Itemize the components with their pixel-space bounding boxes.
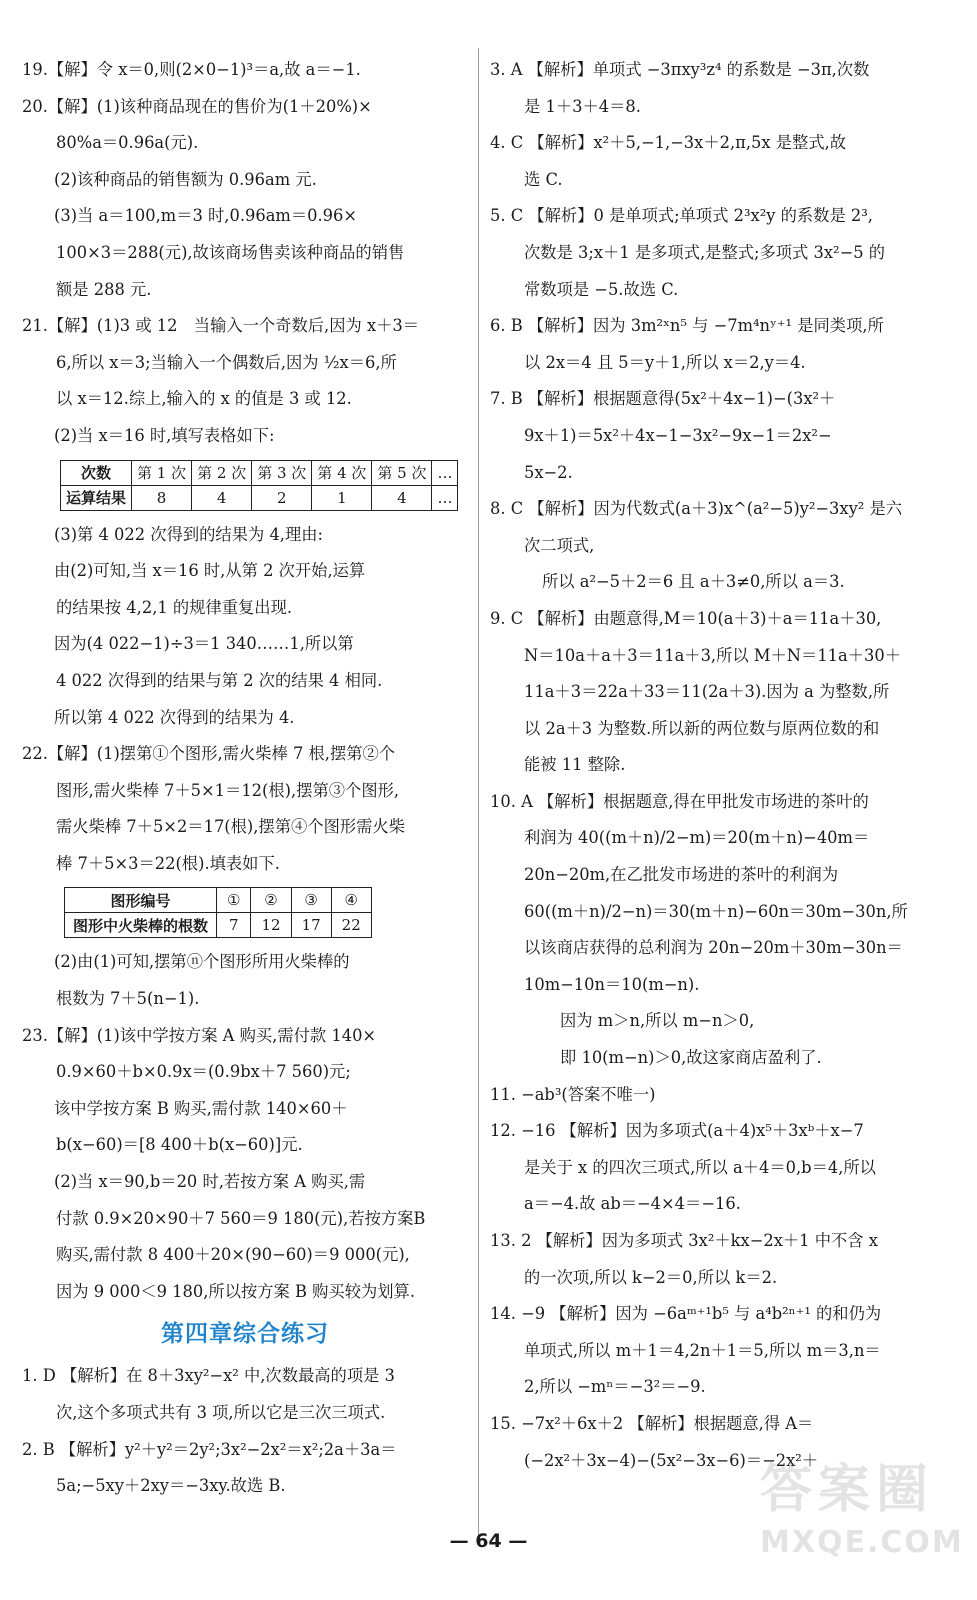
table-row: [65, 888, 372, 913]
answer-23-line: (2)当 x＝90,b＝20 时,若按方案 A 购买,需: [54, 1172, 366, 1192]
chapter-answer-13-line: 13. 2 【解析】因为多项式 3x²＋kx−2x＋1 中不含 x: [490, 1231, 878, 1250]
chapter-answer-4-line: 选 C.: [524, 169, 563, 189]
chapter-answer-13-line: 的一次项,所以 k−2＝0,所以 k＝2.: [524, 1267, 778, 1287]
chapter-answer-1-line: 次,这个多项式共有 3 项,所以它是三次三项式.: [56, 1403, 386, 1422]
chapter-answer-10-line: 即 10(m−n)＞0,故这家商店盈利了.: [560, 1048, 822, 1068]
chapter-answer-10-line: 利润为 40((m＋n)/2−m)＝20(m＋n)−40m＝: [524, 828, 870, 848]
chapter-answer-7-line: 7. B 【解析】根据题意得(5x²＋4x−1)−(3x²＋: [490, 389, 836, 409]
chapter-answer-9-line: N＝10a＋a＋3＝11a＋3,所以 M＋N＝11a＋30＋: [524, 645, 902, 665]
table-cell: 4: [192, 485, 252, 510]
chapter-answer-3-line: 3. A 【解析】单项式 −3πxy³z⁴ 的系数是 −3π,次数: [490, 60, 870, 79]
table-header-cell: ③: [291, 888, 331, 913]
chapter-answer-2-line: 5a;−5xy＋2xy＝−3xy.故选 B.: [56, 1476, 286, 1496]
chapter-answer-1-line: 1. D 【解析】在 8＋3xy²−x² 中,次数最高的项是 3: [22, 1366, 395, 1386]
answer-23-line: 购买,需付款 8 400＋20×(90−60)＝9 000(元),: [56, 1245, 410, 1265]
watermark-url: MXQE.COM: [760, 1525, 964, 1560]
answer-20-line: 80%a＝0.96a(元).: [56, 133, 199, 153]
chapter-answer-9-line: 以 2a＋3 为整数.所以新的两位数与原两位数的和: [524, 718, 880, 738]
chapter-answer-12-line: 是关于 x 的四次三项式,所以 a＋4＝0,b＝4,所以: [524, 1157, 876, 1177]
chapter-answer-10-line: 以该商店获得的总利润为 20n−20m＋30m−30n＝: [524, 938, 903, 958]
chapter-answer-3-line: 是 1＋3＋4＝8.: [524, 96, 641, 116]
chapter-answer-12-line: 12. −16 【解析】因为多项式(a＋4)x⁵＋3xᵇ＋x−7: [490, 1121, 864, 1141]
answer-22-line: 需火柴棒 7＋5×2＝17(根),摆第④个图形需火柴: [56, 817, 405, 837]
table-cell: 22: [331, 913, 371, 938]
answer-21-line: 21.【解】(1)3 或 12 当输入一个奇数后,因为 x＋3＝: [22, 316, 420, 336]
answer-21-line: (3)第 4 022 次得到的结果为 4,理由:: [54, 524, 324, 544]
table-header-cell: 第 1 次: [132, 460, 192, 485]
table-cell: 12: [251, 913, 291, 938]
answer-23-line: 0.9×60＋b×0.9x＝(0.9bx＋7 560)元;: [56, 1062, 351, 1082]
chapter-answer-12-line: a＝−4.故 ab＝−4×4＝−16.: [524, 1194, 741, 1214]
answer-22-line: 根数为 7＋5(n−1).: [56, 989, 200, 1009]
table-row-label: 运算结果: [61, 485, 132, 510]
left-column: [22, 52, 468, 1505]
answer-19: 19.【解】令 x＝0,则(2×0−1)³＝a,故 a＝−1.: [22, 60, 361, 79]
table-header-cell: 第 2 次: [192, 460, 252, 485]
answer-22-line: 图形,需火柴棒 7＋5×1＝12(根),摆第③个图形,: [56, 780, 400, 800]
chapter-answer-5-line: 5. C 【解析】0 是单项式;单项式 2³x²y 的系数是 2³,: [490, 206, 873, 226]
table-cell: 8: [132, 485, 192, 510]
table-cell: 1: [312, 485, 372, 510]
chapter-answer-7-line: 9x＋1)＝5x²＋4x−1−3x²−9x−1＝2x²−: [524, 425, 832, 445]
matchstick-count-table: [64, 887, 372, 938]
table-header-cell: ④: [331, 888, 371, 913]
chapter-answer-10-line: 10m−10n＝10(m−n).: [524, 974, 700, 994]
answer-21-line: 的结果按 4,2,1 的规律重复出现.: [56, 597, 293, 617]
right-column: [490, 52, 952, 1479]
column-divider: [478, 48, 479, 1540]
chapter-answer-9-line: 11a＋3＝22a＋33＝11(2a＋3).因为 a 为整数,所: [524, 682, 890, 702]
answer-21-line: 6,所以 x＝3;当输入一个偶数后,因为 ½x＝6,所: [56, 352, 397, 372]
chapter-title: 第四章综合练习: [161, 1321, 329, 1348]
chapter-answer-9-line: 能被 11 整除.: [524, 755, 626, 775]
table-cell: …: [432, 485, 458, 510]
answer-23-line: 付款 0.9×20×90＋7 560＝9 180(元),若按方案B: [56, 1208, 426, 1228]
chapter-answer-6-line: 6. B 【解析】因为 3m²ˣn⁵ 与 −7m⁴nʸ⁺¹ 是同类项,所: [490, 316, 884, 336]
table-row-label: 图形中火柴棒的根数: [65, 913, 217, 938]
answer-20-line: 20.【解】(1)该种商品现在的售价为(1＋20%)×: [22, 96, 372, 116]
answer-20-line: (2)该种商品的销售额为 0.96am 元.: [54, 169, 317, 189]
answer-20-line: (3)当 a＝100,m＝3 时,0.96am＝0.96×: [54, 206, 358, 226]
table-cell: 7: [217, 913, 251, 938]
table-header-cell: …: [432, 460, 458, 485]
chapter-answer-10-line: 20n−20m,在乙批发市场进的茶叶的利润为: [524, 865, 839, 885]
answer-22-line: 22.【解】(1)摆第①个图形,需火柴棒 7 根,摆第②个: [22, 744, 396, 764]
table-row: [61, 460, 458, 485]
chapter-answer-4-line: 4. C 【解析】x²＋5,−1,−3x＋2,π,5x 是整式,故: [490, 133, 847, 153]
chapter-answer-14-line: 单项式,所以 m＋1＝4,2n＋1＝5,所以 m＝3,n＝: [524, 1340, 881, 1360]
chapter-answer-11-line: 11. −ab³(答案不唯一): [490, 1084, 656, 1104]
answer-21-line: 因为(4 022−1)÷3＝1 340……1,所以第: [54, 634, 354, 654]
chapter-answer-5-line: 次数是 3;x＋1 是多项式,是整式;多项式 3x²−5 的: [524, 242, 886, 262]
answer-23-line: b(x−60)＝[8 400＋b(x−60)]元.: [56, 1135, 303, 1155]
page-number: — 64 —: [449, 1530, 528, 1552]
table-row: [61, 485, 458, 510]
table-header-cell: 第 5 次: [372, 460, 432, 485]
chapter-answer-6-line: 以 2x＝4 且 5＝y＋1,所以 x＝2,y＝4.: [524, 352, 806, 372]
chapter-answer-8-line: 所以 a²−5＋2＝6 且 a＋3≠0,所以 a＝3.: [542, 572, 845, 592]
operation-result-table: [60, 460, 458, 511]
table-cell: 4: [372, 485, 432, 510]
table-cell: 2: [252, 485, 312, 510]
table-header-cell: 第 4 次: [312, 460, 372, 485]
answer-22-line: 棒 7＋5×3＝22(根).填表如下.: [56, 853, 280, 873]
chapter-answer-14-line: 2,所以 −mⁿ＝−3²＝−9.: [524, 1377, 706, 1397]
answer-20-line: 100×3＝288(元),故该商场售卖该种商品的销售: [56, 242, 405, 262]
watermark-logo: [760, 1455, 964, 1590]
chapter-answer-14-line: 14. −9 【解析】因为 −6aᵐ⁺¹b⁵ 与 a⁴b²ⁿ⁺¹ 的和仍为: [490, 1304, 882, 1324]
chapter-answer-10-line: 因为 m＞n,所以 m−n＞0,: [560, 1011, 755, 1031]
table-header-cell: 第 3 次: [252, 460, 312, 485]
answer-23-line: 23.【解】(1)该中学按方案 A 购买,需付款 140×: [22, 1025, 377, 1045]
chapter-answer-8-line: 次二项式,: [524, 535, 595, 555]
table-header-cell: 次数: [61, 460, 132, 485]
answer-20-line: 额是 288 元.: [56, 279, 152, 299]
watermark-logo-text: 答案圈: [760, 1460, 935, 1520]
chapter-answer-5-line: 常数项是 −5.故选 C.: [524, 279, 679, 299]
chapter-answer-9-line: 9. C 【解析】由题意得,M＝10(a＋3)＋a＝11a＋30,: [490, 608, 882, 628]
answer-22-line: (2)由(1)可知,摆第ⓝ个图形所用火柴棒的: [54, 952, 350, 972]
answer-21-line: 以 x＝12.综上,输入的 x 的值是 3 或 12.: [56, 389, 352, 409]
chapter-answer-2-line: 2. B 【解析】y²＋y²＝2y²;3x²−2x²＝x²;2a＋3a＝: [22, 1439, 397, 1459]
table-cell: 17: [291, 913, 331, 938]
answer-21-line: 由(2)可知,当 x＝16 时,从第 2 次开始,运算: [54, 561, 366, 581]
answer-21-line: (2)当 x＝16 时,填写表格如下:: [54, 425, 275, 445]
answer-23-line: 因为 9 000＜9 180,所以按方案 B 购买较为划算.: [56, 1281, 416, 1301]
answer-21-line: 所以第 4 022 次得到的结果为 4.: [54, 707, 295, 727]
chapter-answer-10-line: 60((m＋n)/2−n)＝30(m＋n)−60n＝30m−30n,所: [524, 901, 908, 921]
table-header-cell: ①: [217, 888, 251, 913]
chapter-answer-10-line: 10. A 【解析】根据题意,得在甲批发市场进的茶叶的: [490, 791, 869, 811]
table-row: [65, 913, 372, 938]
answer-21-line: 4 022 次得到的结果与第 2 次的结果 4 相同.: [56, 670, 383, 690]
table-header-cell: 图形编号: [65, 888, 217, 913]
chapter-answer-15-line: 15. −7x²＋6x＋2 【解析】根据题意,得 A＝: [490, 1413, 814, 1433]
chapter-answer-15-line: (−2x²＋3x−4)−(5x²−3x−6)＝−2x²＋: [524, 1450, 819, 1470]
answer-23-line: 该中学按方案 B 购买,需付款 140×60＋: [54, 1098, 348, 1118]
chapter-answer-8-line: 8. C 【解析】因为代数式(a＋3)x^(a²−5)y²−3xy² 是六: [490, 499, 903, 519]
chapter-answer-7-line: 5x−2.: [524, 462, 573, 482]
table-header-cell: ②: [251, 888, 291, 913]
